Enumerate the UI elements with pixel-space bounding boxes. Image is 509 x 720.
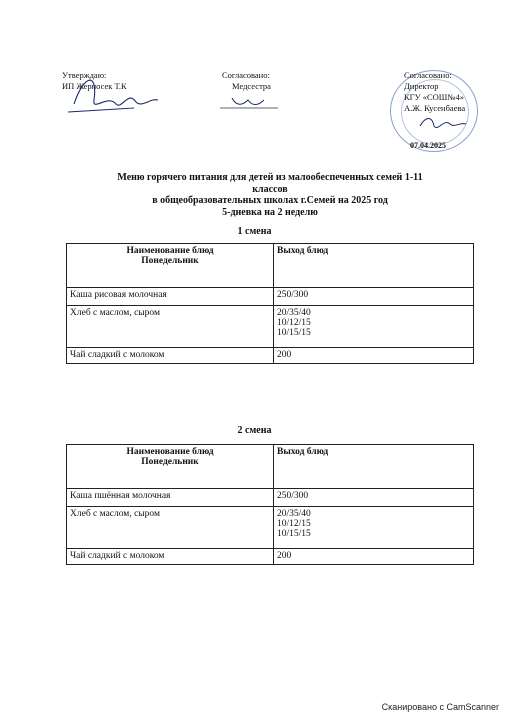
output-value: 20/35/40 — [277, 509, 311, 519]
dish-cell: Хлеб с маслом, сыром — [67, 507, 274, 549]
title-line-2: классов — [252, 183, 288, 195]
header-dish-name-label: Наименование блюд — [126, 246, 214, 256]
output-value: 10/12/15 — [277, 519, 311, 529]
approval-right-role: Согласовано: — [404, 70, 452, 80]
title-line-3: в общеобразовательных школах г.Семей на 2025 год — [152, 195, 388, 206]
dish-cell: Каша пшённая молочная — [67, 489, 274, 507]
output-value: 10/15/15 — [277, 328, 311, 338]
approval-right — [404, 70, 465, 114]
menu-table-shift-2 — [66, 444, 474, 565]
table-header-row — [67, 244, 474, 288]
shift-2-heading: 2 смена — [237, 425, 272, 436]
approval-left-name: ИП Жерносек Т.К — [62, 81, 127, 91]
output-cell — [274, 489, 474, 507]
dish-cell: Хлеб с маслом, сыром — [67, 306, 274, 348]
output-cell — [274, 288, 474, 306]
output-value: 10/12/15 — [277, 318, 311, 328]
output-value: 200 — [277, 551, 292, 561]
table-row — [67, 549, 474, 565]
approval-middle — [222, 70, 271, 92]
title-line-1: Меню горячего питания для детей из малообеспеченных семей 1-11 — [117, 172, 423, 183]
dish-cell: Каша рисовая молочная — [67, 288, 274, 306]
table-row — [67, 306, 474, 348]
output-cell — [274, 549, 474, 565]
output-value: 200 — [277, 350, 292, 360]
table-row — [67, 507, 474, 549]
header-output: Выход блюд — [274, 244, 474, 288]
output-cell — [274, 306, 474, 348]
output-value: 250/300 — [277, 491, 309, 501]
output-value: 20/35/40 — [277, 308, 311, 318]
document-title — [60, 172, 480, 218]
table-row — [67, 348, 474, 364]
approval-date: 07.04.2025 — [410, 141, 446, 150]
output-cell — [274, 348, 474, 364]
signature-middle — [218, 92, 282, 114]
table-row — [67, 489, 474, 507]
title-line-4: 5-дневка на 2 неделю — [222, 206, 318, 218]
signature-right — [414, 112, 470, 136]
approval-left-role: Утверждаю: — [62, 70, 107, 80]
header-dish-name-label: Наименование блюд — [126, 447, 214, 457]
approval-middle-role: Согласовано: — [222, 70, 270, 80]
signature-left — [64, 64, 164, 120]
dish-cell: Чай сладкий с молоком — [67, 549, 274, 565]
table-header-row — [67, 445, 474, 489]
header-output: Выход блюд — [274, 445, 474, 489]
header-dish-name — [67, 244, 274, 288]
dish-cell: Чай сладкий с молоком — [67, 348, 274, 364]
header-dish-name — [67, 445, 274, 489]
output-value: 10/15/15 — [277, 529, 311, 539]
shift-1-heading: 1 смена — [237, 226, 272, 237]
menu-table-shift-1 — [66, 243, 474, 364]
table-row — [67, 288, 474, 306]
approval-right-position: Директор — [404, 81, 439, 91]
approval-right-name: А.Ж. Кусенбаева — [404, 103, 466, 113]
header-day-label: Понедельник — [141, 256, 199, 266]
output-cell — [274, 507, 474, 549]
approval-middle-name: Медсестра — [232, 81, 271, 91]
scanner-watermark: Сканировано с CamScanner — [381, 702, 499, 712]
approval-right-org: КГУ «СОШ№4» — [404, 92, 464, 102]
output-value: 250/300 — [277, 290, 309, 300]
header-day-label: Понедельник — [141, 457, 199, 467]
